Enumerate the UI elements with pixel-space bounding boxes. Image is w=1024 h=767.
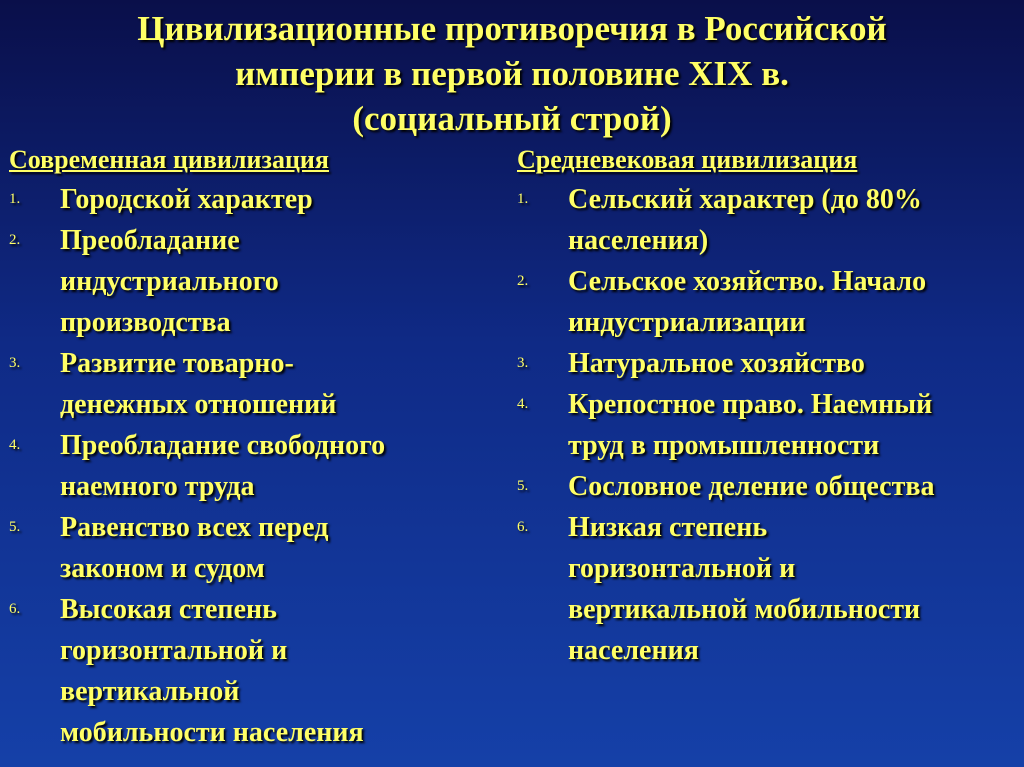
- item-number: 5.: [517, 478, 529, 494]
- item-text: Низкая степень горизонтальной и вертикальной мобильности населения: [568, 512, 921, 666]
- item-number: 6.: [9, 601, 21, 617]
- item-text: Преобладание индустриального производства: [60, 225, 279, 338]
- list-item: [9, 343, 489, 425]
- item-text: Городской характер: [60, 184, 313, 215]
- list-item: [517, 466, 1022, 507]
- item-text: Развитие товарно- денежных отношений: [60, 348, 337, 420]
- item-number: 4.: [9, 437, 21, 453]
- item-number: 6.: [517, 519, 529, 535]
- slide-title: Цивилизационные противоречия в Российской империи в первой половине XIX в. (социальный строй): [137, 9, 887, 138]
- list-item: [9, 589, 489, 753]
- item-text: Преобладание свободного наемного труда: [60, 430, 386, 502]
- item-text: Крепостное право. Наемный труд в промышленности: [568, 389, 933, 461]
- item-text: Сельский характер (до 80% населения): [568, 184, 922, 256]
- list-item: [9, 220, 489, 343]
- list-item: [517, 507, 1022, 671]
- list-item: [517, 384, 1022, 466]
- list-item: [517, 179, 1022, 261]
- list-item: [517, 343, 1022, 384]
- list-item: [9, 179, 489, 220]
- item-number: 1.: [9, 191, 21, 207]
- modern-list: [9, 179, 489, 753]
- item-text: Натуральное хозяйство: [568, 348, 865, 379]
- item-text: Равенство всех перед законом и судом: [60, 512, 329, 584]
- item-number: 4.: [517, 396, 529, 412]
- item-text: Сословное деление общества: [568, 471, 935, 502]
- item-text: Сельское хозяйство. Начало индустриализации: [568, 266, 927, 338]
- list-item: [517, 261, 1022, 343]
- item-number: 2.: [9, 232, 21, 248]
- list-item: [9, 425, 489, 507]
- item-number: 2.: [517, 273, 529, 289]
- medieval-civilization-column: [517, 143, 1022, 671]
- item-number: 3.: [517, 355, 529, 371]
- item-text: Высокая степень горизонтальной и вертикальной мобильности населения: [60, 594, 364, 748]
- item-number: 1.: [517, 191, 529, 207]
- modern-civilization-column: [9, 143, 489, 753]
- item-number: 3.: [9, 355, 21, 371]
- column-heading: Средневековая цивилизация: [517, 145, 858, 174]
- item-number: 5.: [9, 519, 21, 535]
- medieval-list: [517, 179, 1022, 671]
- column-heading: Современная цивилизация: [9, 145, 329, 174]
- list-item: [9, 507, 489, 589]
